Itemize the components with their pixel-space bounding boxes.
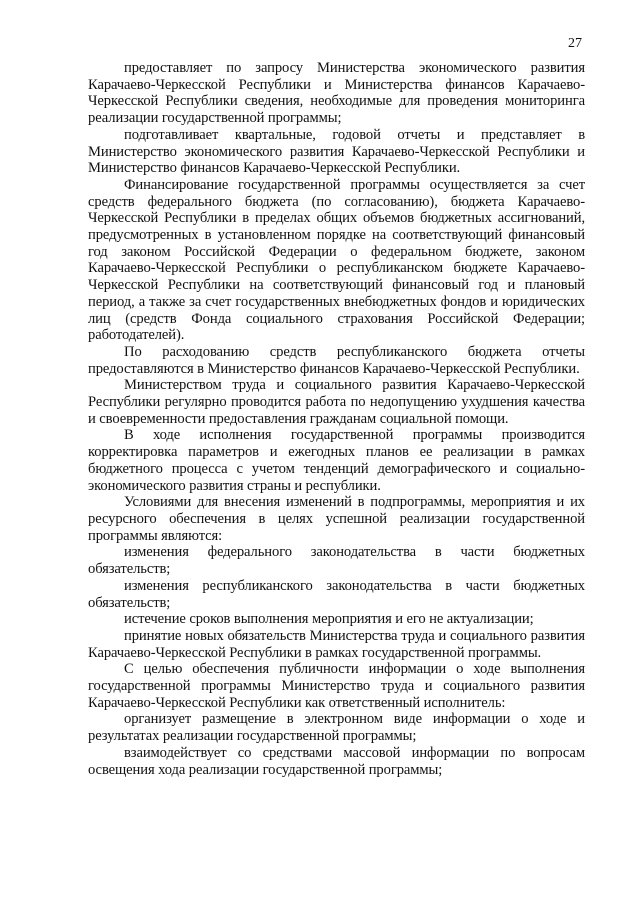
- paragraph-10: истечение сроков выполнения мероприятия и его не актуализации;: [124, 611, 534, 628]
- paragraph-14: взаимодействует со средствами массовой информации по вопросам освещения хода реализации государственной программы;: [88, 744, 585, 778]
- paragraph-7: Условиями для внесения изменений в подпрограммы, мероприятия и их ресурсного обеспечения в целях успешной реализации государственной программы являются:: [88, 494, 585, 544]
- paragraph-4: По расходованию средств республиканского бюджета отчеты предоставляются в Министерство финансов Карачаево-Черкесской Республики.: [88, 343, 585, 377]
- paragraph-2: подготавливает квартальные, годовой отчеты и представляет в Министерство экономического развития Карачаево-Черкесской Республики и Министерство финансов Карачаево-Черкесской Республики.: [88, 126, 585, 177]
- page-number: 27: [568, 36, 582, 51]
- paragraph-11: принятие новых обязательств Министерства труда и социального развития Карачаево-Черкесской Республики в рамках государственной программы.: [88, 627, 585, 661]
- paragraph-12: С целью обеспечения публичности информации о ходе выполнения государственной программы Министерство труда и социального развития Карачаево-Черкесской Республики как ответственный исполнитель:: [88, 661, 585, 711]
- paragraph-9: изменения республиканского законодательства в части бюджетных обязательств;: [88, 577, 585, 611]
- paragraph-5: Министерством труда и социального развития Карачаево-Черкесской Республики регулярно проводится работа по недопущению ухудшения качества и своевременности предоставления гражданам социальной помощи.: [88, 377, 585, 427]
- document-body: [88, 60, 585, 778]
- paragraph-13: организует размещение в электронном виде информации о ходе и результатах реализации государственной программы;: [88, 711, 585, 745]
- paragraph-3: Финансирование государственной программы осуществляется за счет средств федерального бюджета (по согласованию), бюджета Карачаево-Черкесской Республики в пределах общих объемов бюджетных ассигнований, предусмотренных в установленном порядке на соответствующий финансовый год законом Российской Федерации о федеральном бюджете, законом Карачаево-Черкесской Республики о республиканском бюджете Карачаево-Черкесской Республики на соответствующий финансовый год и плановый период, а также за счет государственных внебюджетных фондов и юридических лиц (средств Фонда социального страхования Российской Федерации; работодателей).: [88, 176, 585, 344]
- paragraph-6: В ходе исполнения государственной программы производится корректировка параметров и ежегодных планов ее реализации в рамках бюджетного процесса с учетом тенденций демографического и социально-экономического развития страны и республики.: [88, 427, 585, 494]
- paragraph-1: предоставляет по запросу Министерства экономического развития Карачаево-Черкесской Республики и Министерства финансов Карачаево-Черкесской Республики сведения, необходимые для проведения мониторинга реализации государственной программы;: [88, 60, 585, 127]
- paragraph-8: изменения федерального законодательства в части бюджетных обязательств;: [88, 544, 585, 578]
